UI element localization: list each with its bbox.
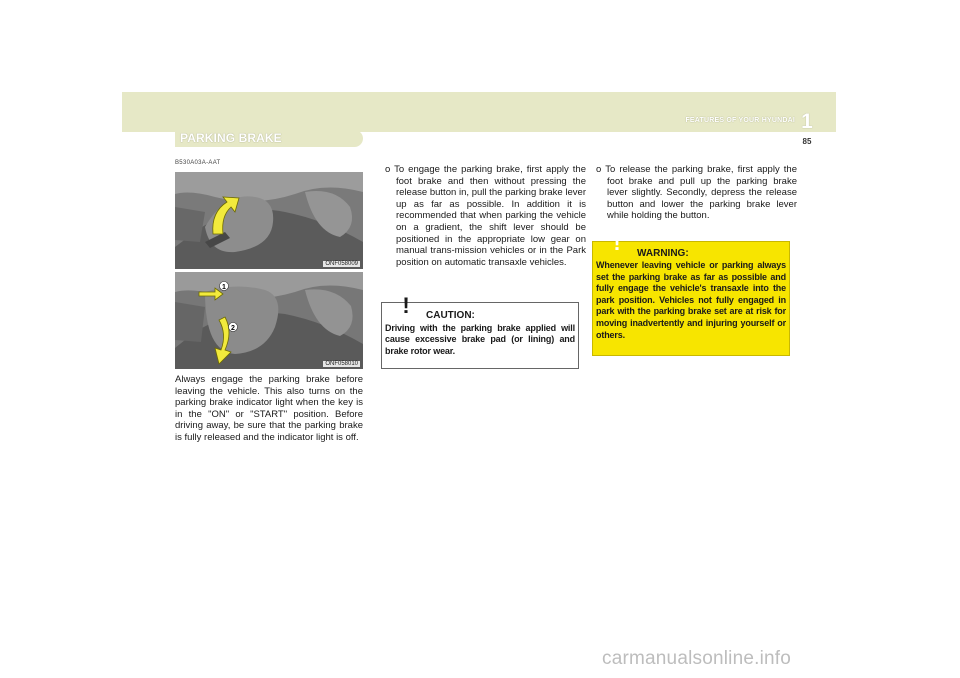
warning-title: WARNING: — [637, 248, 689, 259]
watermark: carmanualsonline.info — [602, 648, 792, 669]
page-number: 85 — [802, 137, 812, 146]
exclamation-icon: ! — [402, 293, 410, 318]
callout-1: 1 — [222, 284, 226, 291]
engage-instruction: o To engage the parking brake, first apply the foot brake and then without pressing the release button in, pull the parking brake lever up as far as possible. In addition it is recommended that when parking the vehicle on a gradient, the shift lever should be positioned in the appropriate low gear on manual trans-mission vehicles or in the Park position on automatic transaxle vehicles. — [385, 164, 586, 268]
parking-brake-photo-2 — [175, 272, 363, 369]
chapter-number: 1 — [801, 110, 813, 133]
caution-title: CAUTION: — [426, 310, 475, 321]
figure-parking-brake-engage — [175, 172, 363, 269]
release-instruction: o To release the parking brake, first apply the foot brake and pull up the parking brake lever slightly. Secondly, depress the release button and lower the parking brake lever while holding the button. — [596, 164, 797, 222]
parking-brake-photo-1 — [175, 172, 363, 269]
caution-box — [381, 293, 579, 369]
section-code: B530A03A-AAT — [175, 160, 221, 166]
chapter-title: FEATURES OF YOUR HYUNDAI — [685, 117, 795, 124]
caution-text: Driving with the parking brake applied will cause excessive brake pad (or lining) and brake rotor wear. — [385, 323, 575, 356]
section-title: PARKING BRAKE — [180, 131, 282, 145]
intro-paragraph: Always engage the parking brake before leaving the vehicle. This also turns on the parking brake indicator light when the key is in the "ON" or "START" position. Before driving away, be sure that the parking brake is fully released and the indicator light is off. — [175, 374, 363, 443]
warning-text: Whenever leaving vehicle or parking always set the parking brake as far as possible and fully engage the vehicle's transaxle into the park position. Vehicles not fully engaged in park with the parking brake set are at risk for moving inadvertently and injuring yourself or others. — [596, 260, 786, 340]
exclamation-icon: ! — [613, 230, 621, 255]
figure-label: ONF058010 — [325, 361, 358, 367]
figure-label: ONF058009 — [325, 261, 358, 267]
header-band — [122, 92, 836, 132]
callout-2: 2 — [231, 325, 235, 332]
warning-box — [592, 230, 790, 356]
figure-parking-brake-release — [175, 272, 363, 369]
